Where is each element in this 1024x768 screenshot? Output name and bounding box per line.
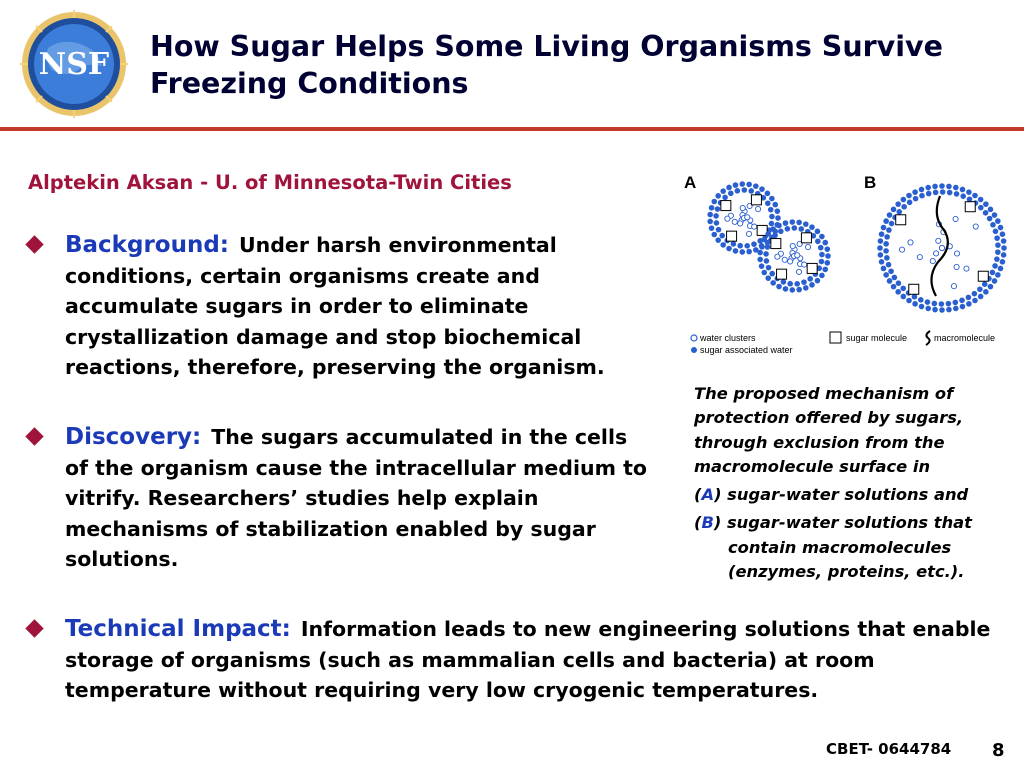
sugar-water-dot: [1000, 231, 1006, 237]
sugar-water-dot: [765, 200, 771, 206]
water-cluster-dot: [953, 216, 958, 221]
page-number: 8: [992, 740, 1005, 761]
water-cluster-dot: [725, 216, 730, 221]
sugar-water-dot: [983, 289, 989, 295]
sugar-water-dot: [939, 301, 945, 307]
sugar-water-dot: [1000, 259, 1006, 265]
sugar-water-dot: [998, 266, 1004, 272]
water-cluster-dot: [899, 247, 904, 252]
sugar-water-dot: [940, 189, 946, 195]
sugar-water-dot: [992, 278, 998, 284]
sugar-water-dot: [783, 220, 789, 226]
sugar-water-dot: [972, 291, 978, 297]
water-cluster-dot: [755, 206, 760, 211]
diamond-bullet-icon: [25, 427, 43, 445]
sugar-water-dot: [707, 212, 713, 218]
sugar-molecule-square: [751, 195, 761, 205]
sugar-water-dot: [722, 195, 728, 201]
sugar-molecule-icon: [830, 332, 841, 343]
sugar-water-dot: [892, 275, 898, 281]
sugar-water-dot: [925, 299, 931, 305]
water-cluster-dot: [917, 255, 922, 260]
water-cluster-dot: [939, 245, 944, 250]
sugar-water-dot: [982, 281, 988, 287]
sugar-water-dot: [759, 186, 765, 192]
sugar-water-dot: [939, 307, 945, 313]
sugar-molecule-square: [807, 263, 817, 273]
sugar-water-dot: [796, 287, 802, 293]
sugar-water-dot: [748, 188, 754, 194]
sugar-water-dot: [733, 248, 739, 254]
water-cluster-dot: [934, 251, 939, 256]
sugar-water-dot: [759, 263, 765, 269]
sugar-water-dot: [765, 244, 771, 250]
sugar-water-dot: [765, 231, 771, 237]
legend-sugar-molecule: sugar molecule: [846, 333, 908, 343]
caption-item-b: (B) sugar-water solutions that contain macromolecules (enzymes, proteins, etc.).: [694, 513, 972, 582]
sugar-water-dot: [715, 237, 721, 243]
sugar-water-dot: [933, 190, 939, 196]
water-cluster-dot: [752, 224, 757, 229]
sugar-water-dot: [912, 189, 918, 195]
sugar-water-dot: [778, 229, 784, 235]
sugar-water-dot: [772, 233, 778, 239]
sugar-water-dot: [879, 231, 885, 237]
sugar-water-dot: [886, 262, 892, 268]
sugar-water-dot: [887, 278, 893, 284]
sugar-water-dot: [794, 281, 800, 287]
sugar-water-dot: [891, 284, 897, 290]
sugar-water-dot: [972, 193, 978, 199]
sugar-water-dot: [878, 238, 884, 244]
caption-item-a: (A) sugar-water solutions and: [694, 485, 969, 505]
bullet-heading: Discovery:: [65, 424, 202, 450]
sugar-water-dot: [889, 221, 895, 227]
sugar-water-dot: [901, 197, 907, 203]
sugar-water-dot: [731, 241, 737, 247]
sugar-water-dot: [803, 221, 809, 227]
bullet-background: [28, 230, 668, 383]
panel-a-diagram: [707, 181, 830, 293]
sugar-water-dot: [906, 193, 912, 199]
sugar-water-dot: [714, 220, 720, 226]
sugar-water-dot: [819, 234, 825, 240]
sugar-water-dot: [757, 257, 763, 263]
bullet-heading: Background:: [65, 232, 229, 258]
sugar-water-dot: [925, 306, 931, 312]
sugar-water-dot: [946, 301, 952, 307]
sugar-water-dot: [792, 225, 798, 231]
title-divider: [0, 127, 1024, 131]
award-code: CBET- 0644784: [826, 740, 952, 758]
sugar-water-dot: [995, 249, 1001, 255]
sugar-water-dot: [977, 286, 983, 292]
sugar-water-dot: [998, 225, 1004, 231]
water-cluster-dot: [740, 205, 745, 210]
sugar-water-dot: [966, 295, 972, 301]
water-cluster-dot: [951, 284, 956, 289]
sugar-molecule-square: [909, 284, 919, 294]
diamond-bullet-icon: [25, 619, 43, 637]
sugar-water-dot: [896, 209, 902, 215]
sugar-water-dot: [912, 301, 918, 307]
sugar-water-dot: [1001, 252, 1007, 258]
panel-b-label: B: [864, 173, 877, 192]
sugar-water-dot: [907, 200, 913, 206]
water-cluster-dot: [930, 258, 935, 263]
sugar-water-dot: [763, 251, 769, 257]
sugar-water-dot: [947, 190, 953, 196]
sugar-water-dot: [735, 188, 741, 194]
sugar-water-dot: [783, 286, 789, 292]
sugar-water-dot: [978, 294, 984, 300]
water-cluster-dot: [788, 259, 793, 264]
sugar-water-dot: [764, 258, 770, 264]
title-line-1: How Sugar Helps Some Living Organisms Survive: [150, 30, 943, 63]
sugar-water-dot: [742, 187, 748, 193]
sugar-water-dot: [709, 225, 715, 231]
sugar-water-dot: [759, 243, 765, 249]
sugar-molecule-square: [801, 233, 811, 243]
sugar-water-dot: [815, 278, 821, 284]
sugar-water-dot: [883, 241, 889, 247]
sugar-water-dot: [753, 183, 759, 189]
sugar-water-dot: [789, 219, 795, 225]
sugar-water-dot: [781, 279, 787, 285]
water-cluster-dot: [954, 264, 959, 269]
sugar-water-dot: [751, 241, 757, 247]
sugar-water-dot: [785, 226, 791, 232]
sugar-water-dot: [990, 270, 996, 276]
sugar-water-dot: [716, 227, 722, 233]
sugar-water-dot: [918, 297, 924, 303]
sugar-water-dot: [883, 248, 889, 254]
sugar-water-dot: [775, 208, 781, 214]
water-cluster-dot: [738, 221, 743, 226]
sugar-water-dot: [765, 275, 771, 281]
sugar-water-dot: [798, 226, 804, 232]
caption-intro: The proposed mechanism of protection offered by sugars, through exclusion from the macromolecule surface in: [694, 384, 964, 476]
sugar-water-dot: [960, 187, 966, 193]
sugar-water-dot: [883, 218, 889, 224]
water-cluster-dot: [782, 257, 787, 262]
sugar-water-dot: [819, 259, 825, 265]
sugar-water-dot: [822, 267, 828, 273]
sugar-water-dot: [995, 242, 1001, 248]
sugar-water-dot: [993, 229, 999, 235]
water-cluster-dot: [964, 266, 969, 271]
sugar-water-dot: [953, 306, 959, 312]
sugar-water-dot: [959, 298, 965, 304]
sugar-water-dot: [919, 304, 925, 310]
sugar-water-dot: [776, 223, 782, 229]
sugar-water-dot: [728, 191, 734, 197]
sugar-water-dot: [913, 196, 919, 202]
water-cluster-dot: [802, 262, 807, 267]
sugar-water-dot: [719, 233, 725, 239]
sugar-water-dot: [713, 213, 719, 219]
sugar-water-dot: [960, 193, 966, 199]
bullet-heading: Technical Impact:: [65, 616, 291, 642]
sugar-water-dot: [992, 263, 998, 269]
caption-label-a: A: [701, 485, 715, 505]
sugar-water-dot: [801, 279, 807, 285]
sugar-water-dot: [809, 282, 815, 288]
sugar-molecule-square: [896, 215, 906, 225]
sugar-water-dot: [825, 253, 831, 259]
water-cluster-dot: [745, 215, 750, 220]
sugar-water-dot: [744, 243, 750, 249]
sugar-water-dot: [932, 307, 938, 313]
sugar-water-dot: [877, 245, 883, 251]
water-cluster-dot: [936, 238, 941, 243]
sugar-water-dot: [900, 286, 906, 292]
svg-text:NSF: NSF: [38, 47, 110, 82]
sugar-water-dot: [888, 268, 894, 274]
sugar-water-dot: [919, 187, 925, 193]
macromolecule-chain: [931, 196, 947, 296]
macromolecule-icon: [926, 331, 930, 345]
sugar-water-dot: [901, 204, 907, 210]
sugar-water-dot: [878, 252, 884, 258]
sugar-water-dot: [990, 222, 996, 228]
sugar-water-dot: [978, 197, 984, 203]
panel-b-diagram: [877, 183, 1007, 313]
slide-title: [150, 28, 1010, 102]
sugar-water-dot: [761, 237, 767, 243]
bullet-body: Under harsh environmental conditions, certain organisms create and accumulate sugars in order to eliminate crystallization damage and stop biochemical reactions, therefore, preserving the organism.: [65, 233, 605, 379]
sugar-water-dot: [960, 304, 966, 310]
sugar-water-dot: [946, 307, 952, 313]
sugar-water-dot: [912, 294, 918, 300]
water-cluster-dot: [795, 253, 800, 258]
legend-water-clusters: water clusters: [700, 333, 756, 343]
sugar-water-dot: [887, 212, 893, 218]
sugar-water-dot: [770, 226, 776, 232]
sugar-water-dot: [769, 196, 775, 202]
sugar-water-dot: [709, 205, 715, 211]
sugar-water-dot: [711, 199, 717, 205]
sugar-water-dot: [720, 242, 726, 248]
sugar-water-dot: [707, 219, 713, 225]
sugar-water-dot: [953, 300, 959, 306]
sugar-molecule-square: [721, 201, 731, 211]
sugar-water-dot: [746, 249, 752, 255]
sugar-water-dot: [886, 227, 892, 233]
sugar-water-dot: [720, 188, 726, 194]
sugar-water-dot: [775, 215, 781, 221]
sugar-water-dot: [919, 193, 925, 199]
sugar-water-dot: [895, 201, 901, 207]
sugar-water-dot: [926, 191, 932, 197]
sugar-water-dot: [825, 246, 831, 252]
sugar-molecule-square: [771, 239, 781, 249]
sugar-water-dot: [983, 201, 989, 207]
sugar-water-dot: [1001, 245, 1007, 251]
sugar-water-dot: [825, 260, 831, 266]
caption-label-b: B: [701, 513, 714, 533]
sugar-water-dot: [988, 207, 994, 213]
sugar-water-dot: [770, 280, 776, 286]
caption-text-b: sugar-water solutions that contain macromolecules (enzymes, proteins, etc.).: [726, 513, 972, 582]
water-cluster-dot: [973, 224, 978, 229]
sugar-water-dot: [932, 301, 938, 307]
sugar-water-dot: [881, 266, 887, 272]
sugar-water-dot: [881, 225, 887, 231]
sugar-water-dot: [772, 202, 778, 208]
sugar-water-dot: [726, 246, 732, 252]
sugar-water-dot: [757, 250, 763, 256]
sugar-water-dot: [966, 301, 972, 307]
nsf-logo-icon: [18, 8, 130, 120]
sugar-water-dot: [978, 205, 984, 211]
water-cluster-dot: [775, 254, 780, 259]
sugar-water-dot: [988, 284, 994, 290]
sugar-water-dot: [1001, 238, 1007, 244]
sugar-water-dot: [972, 298, 978, 304]
sugar-water-dot: [739, 181, 745, 187]
sugar-water-dot: [901, 294, 907, 300]
sugar-molecule-square: [978, 271, 988, 281]
sugar-water-dot: [711, 232, 717, 238]
figure-caption: [694, 382, 1012, 584]
sugar-water-dot: [995, 272, 1001, 278]
bullet-technical-impact: [28, 614, 1018, 706]
sugar-water-dot: [883, 272, 889, 278]
sugar-water-dot: [776, 284, 782, 290]
title-line-2: Freezing Conditions: [150, 67, 469, 100]
figure-legend: [691, 331, 995, 355]
sugar-water-dot: [884, 234, 890, 240]
sugar-water-dot: [896, 280, 902, 286]
sugar-water-dot: [895, 289, 901, 295]
sugar-water-dot: [818, 245, 824, 251]
sugar-water-dot: [715, 193, 721, 199]
sugar-water-dot: [819, 273, 825, 279]
sugar-water-dot: [939, 183, 945, 189]
sugar-water-dot: [769, 221, 775, 227]
diamond-bullet-icon: [25, 235, 43, 253]
sugar-water-dot: [822, 240, 828, 246]
panel-a-label: A: [684, 173, 697, 192]
sugar-water-dot: [733, 182, 739, 188]
sugar-water-dot: [789, 287, 795, 293]
sugar-water-dot: [796, 220, 802, 226]
legend-sugar-water: sugar associated water: [700, 345, 793, 355]
sugar-water-dot: [879, 259, 885, 265]
sugar-water-dot: [766, 265, 772, 271]
sugar-water-dot: [819, 252, 825, 258]
sugar-water-dot: [954, 191, 960, 197]
sugar-water-dot: [737, 243, 743, 249]
water-cluster-dot: [732, 219, 737, 224]
sugar-water-dot: [987, 216, 993, 222]
bullet-body: The sugars accumulated in the cells of the organism cause the intracellular medium to vitrify. Researchers’ studies help explain mechanisms of stabilization enabled by sugar solutions.: [65, 425, 647, 571]
bullet-discovery: [28, 422, 648, 575]
sugar-water-dot: [815, 238, 821, 244]
sugar-water-dot: [992, 212, 998, 218]
mechanism-figure: [682, 168, 1012, 368]
sugar-water-dot: [765, 191, 771, 197]
sugar-water-dot: [761, 270, 767, 276]
sugar-water-dot: [946, 184, 952, 190]
sugar-molecule-square: [965, 202, 975, 212]
sugar-water-dot: [925, 185, 931, 191]
water-cluster-dot: [790, 243, 795, 248]
sugar-water-icon: [691, 347, 697, 353]
sugar-water-dot: [768, 207, 774, 213]
sugar-water-dot: [891, 207, 897, 213]
sugar-molecule-square: [727, 231, 737, 241]
sugar-water-dot: [932, 184, 938, 190]
sugar-water-dot: [807, 276, 813, 282]
sugar-water-dot: [809, 224, 815, 230]
sugar-water-dot: [953, 185, 959, 191]
bullet-body: Information leads to new engineering solutions that enable storage of organisms (such as mammalian cells and bacteria) at room temperature without requiring very low cryogenic temperatures.: [65, 617, 991, 702]
sugar-water-dot: [884, 255, 890, 261]
sugar-water-dot: [994, 235, 1000, 241]
sugar-water-dot: [715, 206, 721, 212]
sugar-water-dot: [983, 210, 989, 216]
sugar-water-dot: [995, 218, 1001, 224]
water-cluster-dot: [954, 251, 959, 256]
sugar-water-dot: [726, 185, 732, 191]
sugar-molecule-square: [777, 269, 787, 279]
legend-macromolecule: macromolecule: [934, 333, 996, 343]
author-line: Alptekin Aksan - U. of Minnesota-Twin Cities: [28, 171, 512, 194]
sugar-water-dot: [967, 196, 973, 202]
caption-text-a: sugar-water solutions and: [727, 485, 969, 505]
sugar-water-dot: [966, 189, 972, 195]
sugar-water-dot: [769, 214, 775, 220]
sugar-water-dot: [906, 298, 912, 304]
sugar-water-dot: [739, 249, 745, 255]
sugar-water-dot: [803, 285, 809, 291]
sugar-water-dot: [815, 229, 821, 235]
sugar-water-dot: [994, 256, 1000, 262]
sugar-water-dot: [746, 182, 752, 188]
water-cluster-dot: [805, 244, 810, 249]
sugar-water-dot: [787, 281, 793, 287]
water-cluster-dot: [796, 269, 801, 274]
water-cluster-dot: [908, 240, 913, 245]
water-cluster-icon: [691, 335, 697, 341]
sugar-water-dot: [769, 271, 775, 277]
water-cluster-dot: [746, 231, 751, 236]
